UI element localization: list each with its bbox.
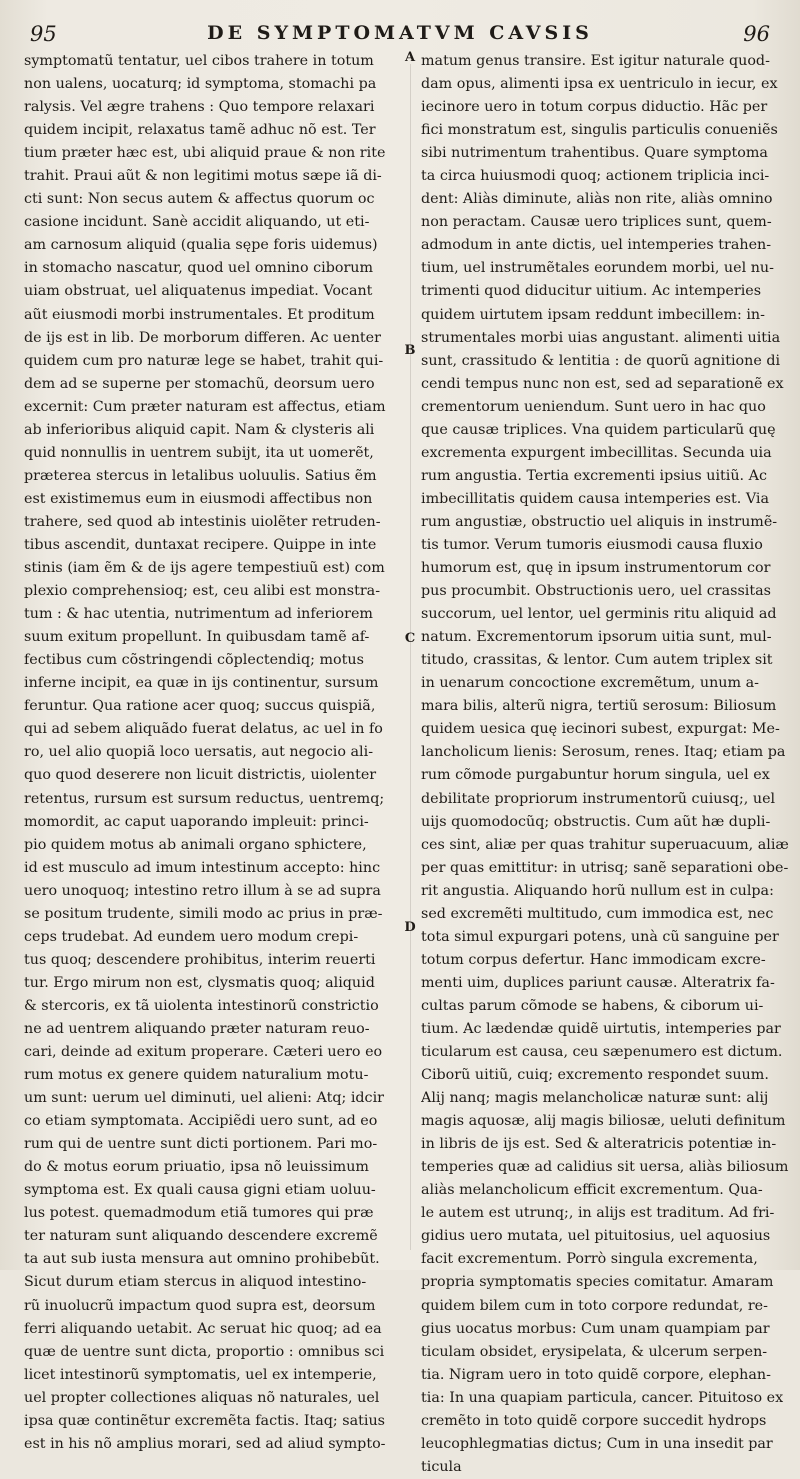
text-line: uel propter collectiones aliquas nõ naturales, uel	[24, 1389, 380, 1406]
text-line: id est musculo ad imum intestinum accepto: hinc	[24, 859, 381, 876]
text-line: ro, uel alio quopiã loco uersatis, aut negocio ali-	[24, 744, 374, 761]
text-line: quidem bilem cum in toto corpore redundat, re-	[421, 1297, 768, 1314]
text-line: que causæ triplices. Vna quidem particularũ quę	[421, 421, 776, 438]
text-line: am carnosum aliquid (qualia sępe foris uidemus)	[24, 237, 378, 254]
text-line: excernit: Cum præter naturam est affectus, etiam	[24, 398, 386, 415]
text-line: le autem est utrunq;, in alijs est traditum. Ad fri-	[421, 1205, 775, 1222]
text-line: gidius uero mutata, uel pituitosius, uel aquosius	[421, 1228, 771, 1245]
text-line: in libris de ijs est. Sed & alteratricis potentiæ in-	[421, 1136, 777, 1153]
text-line: lus potest. quemadmodum etiã tumores qui præ	[24, 1205, 374, 1222]
text-line: rit angustia. Aliquando horũ nullum est in culpa:	[421, 882, 774, 899]
text-line: mara bilis, alterũ nigra, tertiũ serosum: Biliosum	[421, 698, 777, 715]
margin-letter-d: D	[404, 920, 416, 935]
text-line: præterea stercus in letalibus uoluulis. Satius ẽm	[24, 467, 377, 484]
text-line: sunt, crassitudo & lentitia : de quorũ agnitione di	[421, 352, 781, 369]
text-line: se positum trudente, simili modo ac prius in præ-	[24, 905, 383, 922]
text-line: ne ad uentrem aliquando præter naturam reuo-	[24, 1020, 370, 1037]
text-line: humorum est, quę in ipsum instrumentorum cor	[421, 560, 771, 577]
text-line: totum corpus defertur. Hanc immodicam excre-	[421, 951, 766, 968]
text-line: cultas parum cõmode se habens, & ciborum ui-	[421, 997, 764, 1014]
text-line: non ualens, uocaturq; id symptoma, stomachi pa	[24, 76, 377, 93]
text-line: symptoma est. Ex quali causa gigni etiam uoluu-	[24, 1182, 376, 1199]
text-line: um sunt: uerum uel diminuti, uel alieni: Atq; idcir	[24, 1090, 384, 1107]
text-line: stinis (iam ẽm & de ijs agere tempestiuũ est) com	[24, 560, 385, 577]
text-line: do & motus eorum priuatio, ipsa nõ leuissimum	[24, 1159, 369, 1176]
text-line: tum : & hac utentia, nutrimentum ad inferiorem	[24, 606, 373, 623]
text-line: ticularum est causa, ceu sæpenumero est dictum.	[421, 1044, 783, 1061]
text-line: pio quidem motus ab animali organo sphictere,	[24, 836, 367, 853]
text-line: quidem incipit, relaxatus tamẽ adhuc nõ est. Ter	[24, 122, 376, 139]
text-line: feruntur. Qua ratione acer quoq; succus quispiã,	[24, 698, 376, 715]
text-line: in uenarum concoctione excremẽtum, unum a-	[421, 675, 759, 692]
text-line: tium. Ac lædendæ quidẽ uirtutis, intemperies par	[421, 1020, 781, 1037]
text-line: uero unoquoq; intestino retro illum à se ad supra	[24, 882, 381, 899]
text-line: rum motus ex genere quidem naturalium motu-	[24, 1067, 369, 1084]
text-line: succorum, uel lentor, uel germinis ritu aliquid ad	[421, 606, 777, 623]
text-line: iecinore uero in totum corpus diductio. Hãc per	[421, 99, 768, 116]
text-line: aũt eiusmodi morbi instrumentales. Et proditum	[24, 306, 375, 323]
text-line: temperies quæ ad calidius sit uersa, aliàs biliosum	[421, 1159, 789, 1176]
text-line: cendi tempus nunc non est, sed ad separationẽ ex	[421, 375, 784, 392]
text-line: gius uocatus morbus: Cum unam quampiam par	[421, 1320, 770, 1337]
text-line: tia. Nigram uero in toto quidẽ corpore, elephan-	[421, 1366, 771, 1383]
text-line: per quas emittitur: in utrisq; sanẽ separationi obe-	[421, 859, 789, 876]
text-line: quidem uirtutem ipsam reddunt imbecillem: in-	[421, 306, 765, 323]
text-line: ralysis. Vel ægre trahens : Quo tempore relaxari	[24, 99, 375, 116]
right-text-column	[421, 50, 789, 1479]
text-line: uijs quomodocũq; obstructis. Cum aũt hæ dupli-	[421, 813, 771, 830]
text-line: inferne incipit, ea quæ in ijs continentur, sursum	[24, 675, 379, 692]
text-line: plexio comprehensioq; est, ceu alibi est monstra-	[24, 583, 381, 600]
margin-letter-b: B	[404, 343, 416, 358]
text-line: ces sint, aliæ per quas trahitur superuacuum, aliæ	[421, 836, 789, 853]
text-line: ferri aliquando uetabit. Ac seruat hic quoq; ad ea	[24, 1320, 382, 1337]
text-line: tur. Ergo mirum non est, clysmatis quoq; aliquid	[24, 974, 375, 991]
margin-letter-a: A	[404, 50, 416, 65]
text-line: dam opus, alimenti ipsa ex uentriculo in iecur, ex	[421, 76, 778, 93]
text-line: tia: In una quapiam particula, cancer. Pituitoso ex	[421, 1389, 784, 1406]
text-line: dem ad se superne per stomachũ, deorsum uero	[24, 375, 375, 392]
text-line: Ciborũ uitiũ, cuiq; excremento respondet suum.	[421, 1067, 769, 1084]
text-line: non peractam. Causæ uero triplices sunt, quem-	[421, 214, 772, 231]
text-line: fectibus cum cõstringendi cõplectendiq; motus	[24, 652, 364, 669]
text-line: trahere, sed quod ab intestinis uiolẽter retruden-	[24, 513, 381, 530]
text-line: dent: Aliàs diminute, aliàs non rite, aliàs omnino	[421, 191, 773, 208]
text-line: suum exitum propellunt. In quibusdam tamẽ af-	[24, 629, 370, 646]
text-line: ticulam obsidet, erysipelata, & ulcerum serpen-	[421, 1343, 768, 1360]
text-line: tium, uel instrumẽtales eorundem morbi, uel nu-	[421, 260, 774, 277]
text-line: sed excremẽti multitudo, cum immodica est, nec	[421, 905, 774, 922]
text-line: tus quoq; descendere prohibitus, interim reuerti	[24, 951, 376, 968]
text-line: est existimemus eum in eiusmodi affectibus non	[24, 490, 373, 507]
text-line: sibi nutrimentum trahentibus. Quare symptoma	[421, 145, 768, 162]
text-line: ticula	[421, 1458, 462, 1475]
text-line: in stomacho nascatur, quod uel omnino ciborum	[24, 260, 374, 277]
right-page-number: 96	[743, 22, 770, 46]
text-line: co etiam symptomata. Accipiẽdi uero sunt, ad eo	[24, 1113, 378, 1130]
text-line: quid nonnullis in uentrem subijt, ita ut uomerẽt,	[24, 444, 374, 461]
text-line: trahit. Praui aũt & non legitimi motus sæpe iã di-	[24, 168, 382, 185]
running-title: DE SYMPTOMATVM CAVSIS	[207, 22, 593, 44]
text-line: casione incidunt. Sanè accidit aliquando, ut eti-	[24, 214, 370, 231]
text-line: tis tumor. Verum tumoris eiusmodi causa fluxio	[421, 536, 763, 553]
text-line: facit excrementum. Porrò singula excrementa,	[421, 1251, 758, 1268]
margin-letter-c: C	[404, 631, 416, 646]
text-line: cti sunt: Non secus autem & affectus quorum oc	[24, 191, 375, 208]
text-line: & stercoris, ex tã uiolenta intestinorũ constrictio	[24, 997, 379, 1014]
text-line: propria symptomatis species comitatur. Amaram	[421, 1274, 774, 1291]
text-line: rũ inuolucrũ impactum quod supra est, deorsum	[24, 1297, 376, 1314]
text-line: admodum in ante dictis, uel intemperies trahen-	[421, 237, 772, 254]
text-line: symptomatũ tentatur, uel cibos trahere in totum	[24, 53, 374, 69]
left-text-column	[24, 50, 392, 1456]
text-line: crementorum ueniendum. Sunt uero in hac quo	[421, 398, 766, 415]
text-line: ipsa quæ continẽtur excremẽta factis. Itaq; satius	[24, 1412, 385, 1429]
text-line: lancholicum lienis: Serosum, renes. Itaq; etiam pa	[421, 744, 786, 761]
text-line: quo quod deserere non licuit districtis, uiolenter	[24, 767, 377, 784]
text-line: quæ de uentre sunt dicta, proportio : omnibus sci	[24, 1343, 385, 1360]
text-line: Sicut durum etiam stercus in aliquod intestino-	[24, 1274, 367, 1291]
text-line: quidem uesica quę iecinori subest, expurgat: Me-	[421, 721, 780, 738]
text-line: rum angustiæ, obstructio uel aliquis in instrumẽ-	[421, 513, 778, 530]
text-line: quidem cum pro naturæ lege se habet, trahit qui-	[24, 352, 384, 369]
column-divider	[410, 64, 411, 1250]
text-line: trimenti quod diducitur uitium. Ac intemperies	[421, 283, 762, 300]
text-line: qui ad sebem aliquãdo fuerat delatus, ac uel in fo	[24, 721, 383, 738]
text-line: licet intestinorũ symptomatis, uel ex intemperie,	[24, 1366, 377, 1383]
text-line: excrementa expurgent imbecillitas. Secunda uia	[421, 444, 772, 461]
text-line: pus procumbit. Obstructionis uero, uel crassitas	[421, 583, 771, 600]
text-line: titudo, crassitas, & lentor. Cum autem triplex sit	[421, 652, 773, 669]
text-line: natum. Excrementorum ipsorum uitia sunt, mul-	[421, 629, 772, 646]
text-line: leucophlegmatias dictus; Cum in una insedit par	[421, 1435, 773, 1452]
text-line: aliàs melancholicum efficit excrementum. Qua-	[421, 1182, 763, 1199]
text-line: uiam obstruat, uel aliquatenus impediat. Vocant	[24, 283, 373, 300]
text-line: tium præter hæc est, ubi aliquid praue & non rite	[24, 145, 386, 162]
text-line: retentus, rursum est sursum reductus, uentremq;	[24, 790, 385, 807]
text-line: tota simul expurgari potens, unà cũ sanguine per	[421, 928, 779, 945]
text-line: cari, deinde ad exitum properare. Cæteri uero eo	[24, 1044, 383, 1061]
text-line: menti uim, duplices pariunt causæ. Alteratrix fa-	[421, 974, 775, 991]
text-line: strumentales morbi uias angustant. alimenti uitia	[421, 329, 781, 346]
text-line: rum cõmode purgabuntur horum singula, uel ex	[421, 767, 770, 784]
text-line: fici monstratum est, singulis particulis conueniẽs	[421, 122, 778, 139]
page-header	[30, 20, 770, 48]
left-page-number: 95	[30, 22, 57, 46]
text-line: cremẽto in toto quidẽ corpore succedit hydrops	[421, 1412, 767, 1429]
text-line: de ijs est in lib. De morborum differen. Ac uenter	[24, 329, 381, 346]
text-line: rum angustia. Tertia excrementi ipsius uitiũ. Ac	[421, 467, 767, 484]
text-line: Alij nanq; magis melancholicæ naturæ sunt: alij	[421, 1090, 769, 1107]
text-line: ab inferioribus aliquid capit. Nam & clysteris ali	[24, 421, 375, 438]
text-line: momordit, ac caput uaporando impleuit: princi-	[24, 813, 369, 830]
text-line: ter naturam sunt aliquando descendere excremẽ	[24, 1228, 378, 1245]
text-line: rum qui de uentre sunt dicti portionem. Pari mo-	[24, 1136, 378, 1153]
text-line: ta circa huiusmodi quoq; actionem triplicia inci-	[421, 168, 770, 185]
text-line: ceps trudebat. Ad eundem uero modum crepi-	[24, 928, 359, 945]
text-line: magis aquosæ, alij magis biliosæ, ueluti definitum	[421, 1113, 786, 1130]
text-line: matum genus transire. Est igitur naturale quod-	[421, 53, 770, 69]
text-line: debilitate propriorum instrumentorũ cuiusq;, uel	[421, 790, 776, 807]
text-line: tibus ascendit, duntaxat recipere. Quippe in inte	[24, 536, 377, 553]
text-line: est in his nõ amplius morari, sed ad aliud sympto-	[24, 1435, 386, 1452]
text-line: imbecillitatis quidem causa intemperies est. Via	[421, 490, 770, 507]
text-line: ta aut sub iusta mensura aut omnino prohibebũt.	[24, 1251, 380, 1268]
